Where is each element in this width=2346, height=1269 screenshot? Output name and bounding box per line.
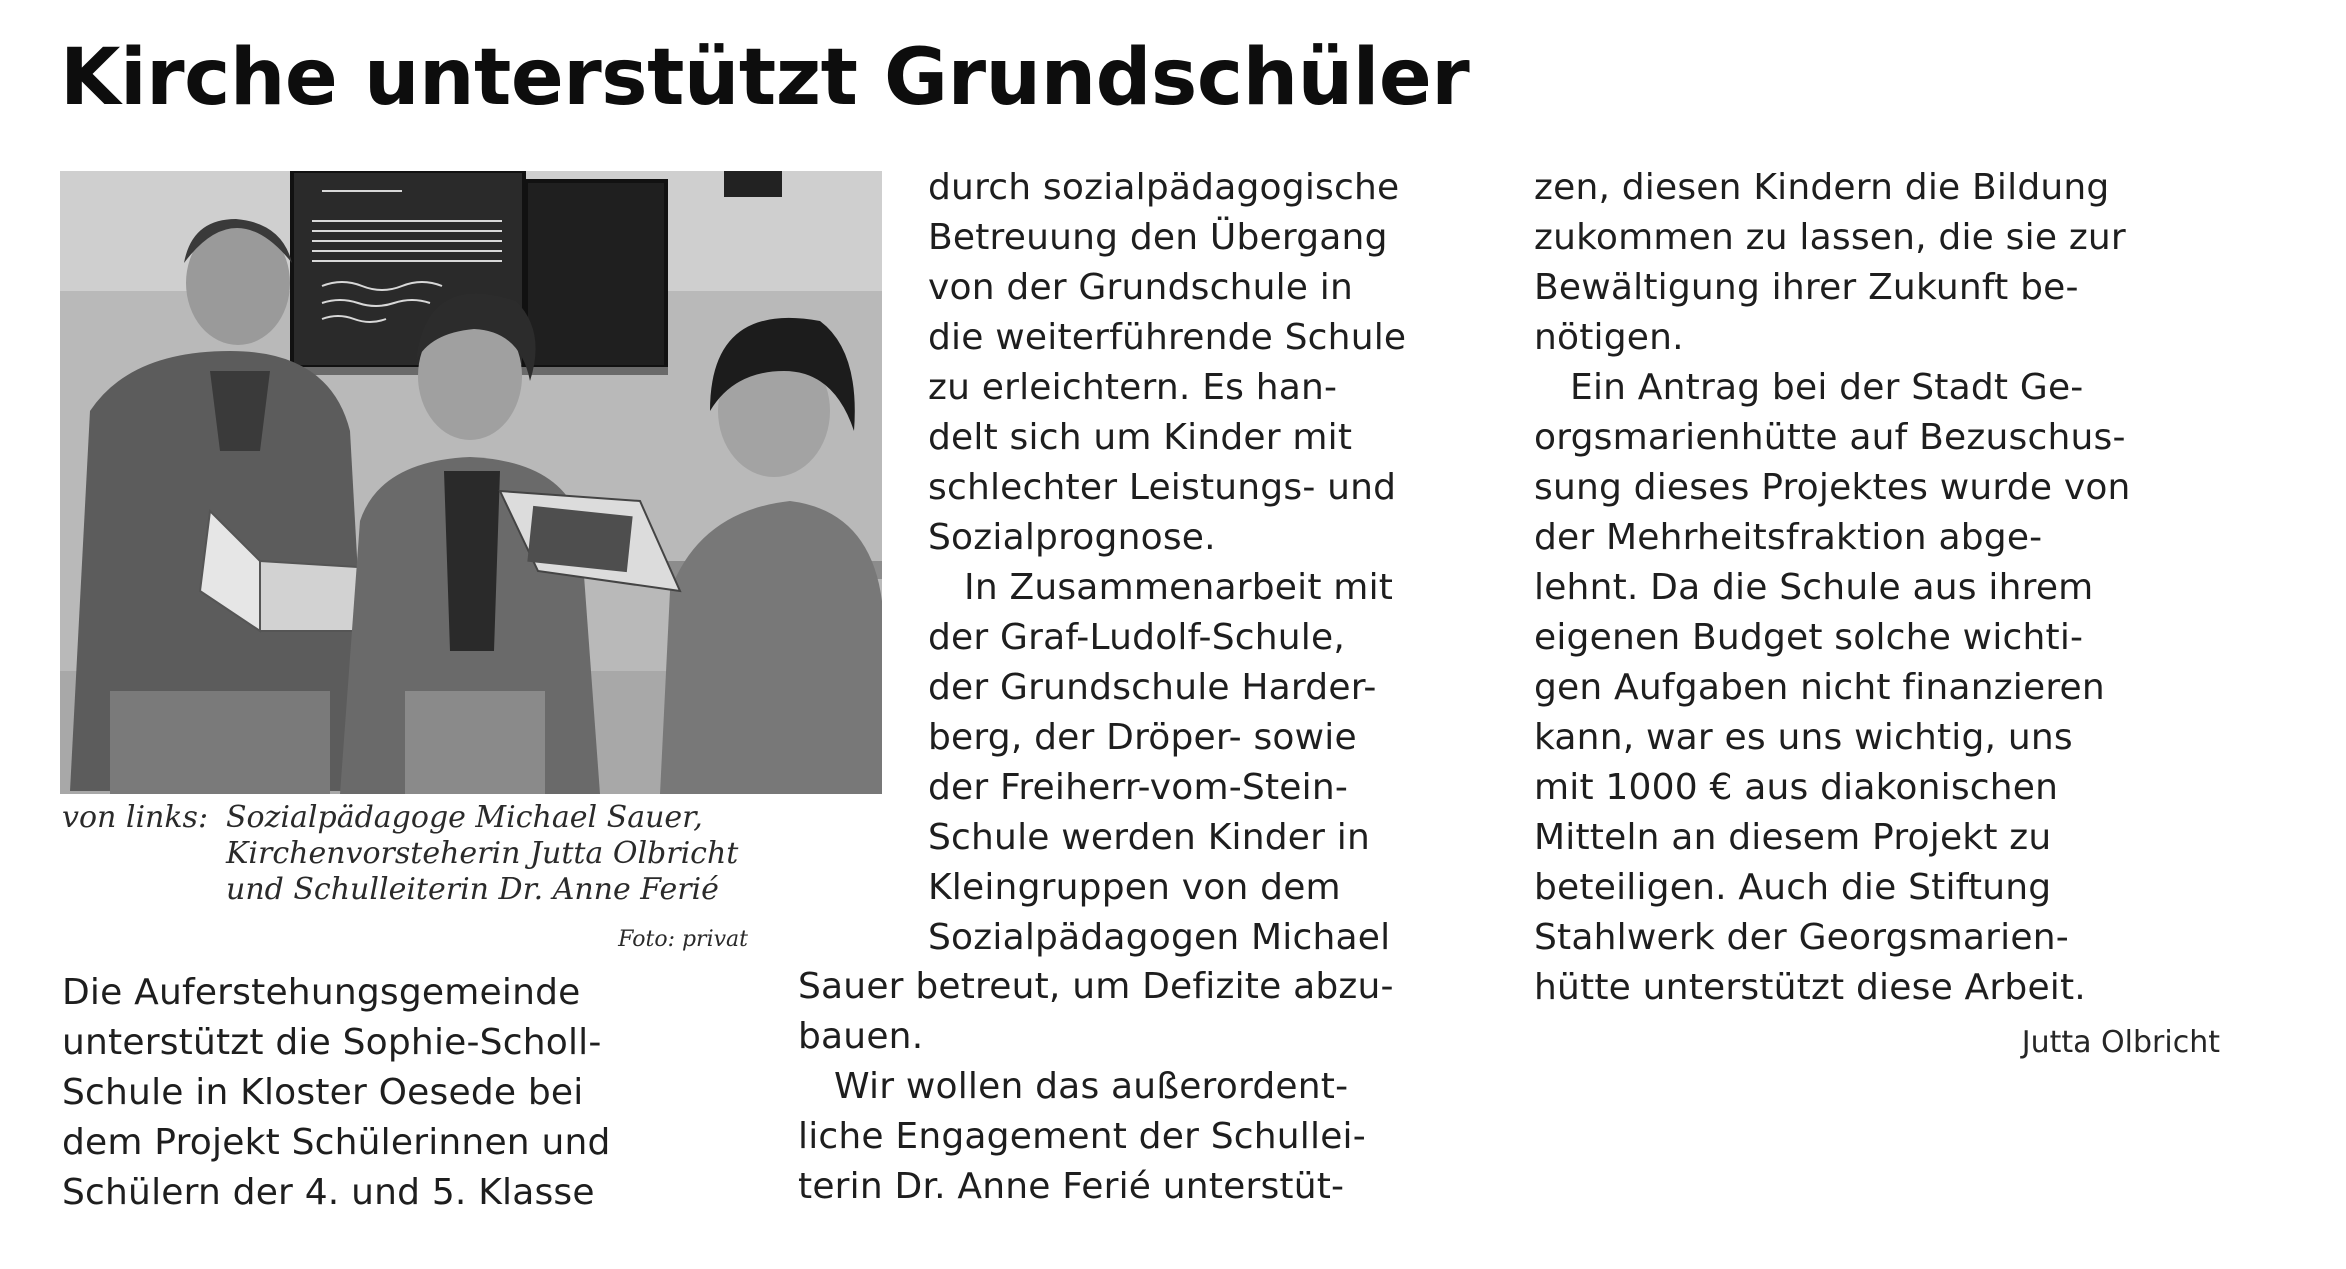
caption-line: und Schulleiterin Dr. Anne Ferié [226, 872, 719, 907]
article-column-2-continued [798, 962, 1488, 1212]
text-line: nötigen. [1534, 317, 1684, 358]
text-line: Betreuung den Übergang [928, 217, 1388, 258]
text-line: terin Dr. Anne Ferié unterstüt- [798, 1166, 1345, 1207]
text-line: delt sich um Kinder mit [928, 417, 1353, 458]
text-line: kann, war es uns wichtig, uns [1534, 717, 2073, 758]
text-line: zukommen zu lassen, die sie zur [1534, 217, 2126, 258]
photo-caption [62, 800, 752, 908]
caption-prefix: von links: [62, 800, 209, 835]
text-line: Schülern der 4. und 5. Klasse [62, 1172, 595, 1213]
photo-credit: Foto: privat [618, 927, 748, 952]
text-line: Sozialpädagogen Michael [928, 917, 1391, 958]
text-line: schlechter Leistungs- und [928, 467, 1397, 508]
caption-line: Kirchenvorsteherin Jutta Olbricht [226, 836, 739, 871]
text-line: dem Projekt Schülerinnen und [62, 1122, 611, 1163]
text-line: Wir wollen das außerordent- [834, 1066, 1349, 1107]
text-line: eigenen Budget solche wichti- [1534, 617, 2084, 658]
article-column-1 [62, 968, 762, 1218]
text-line: zen, diesen Kindern die Bildung [1534, 167, 2110, 208]
text-line: der Grundschule Harder- [928, 667, 1377, 708]
text-line: die weiterführende Schule [928, 317, 1407, 358]
text-line: zu erleichtern. Es han- [928, 367, 1338, 408]
text-line: berg, der Dröper- sowie [928, 717, 1357, 758]
text-line: der Graf-Ludolf-Schule, [928, 617, 1345, 658]
text-line: der Freiherr-vom-Stein- [928, 767, 1349, 808]
text-line: der Mehrheitsfraktion abge- [1534, 517, 2043, 558]
article-column-2 [928, 163, 1488, 963]
text-line: Schule in Kloster Oesede bei [62, 1072, 584, 1113]
text-line: unterstützt die Sophie-Scholl- [62, 1022, 602, 1063]
text-line: liche Engagement der Schullei- [798, 1116, 1366, 1157]
text-line: Mitteln an diesem Projekt zu [1534, 817, 2052, 858]
text-line: lehnt. Da die Schule aus ihrem [1534, 567, 2094, 608]
article-column-3 [1534, 163, 2234, 1013]
text-line: gen Aufgaben nicht finanzieren [1534, 667, 2105, 708]
text-line: beteiligen. Auch die Stiftung [1534, 867, 2052, 908]
text-line: Stahlwerk der Georgsmarien- [1534, 917, 2069, 958]
text-line: Die Auferstehungsgemeinde [62, 972, 581, 1013]
text-line: hütte unterstützt diese Arbeit. [1534, 967, 2086, 1008]
text-line: durch sozialpädagogische [928, 167, 1400, 208]
text-line: Schule werden Kinder in [928, 817, 1370, 858]
text-line: In Zusammenarbeit mit [964, 567, 1394, 608]
article-author: Jutta Olbricht [2021, 1025, 2220, 1060]
text-line: orgsmarienhütte auf Bezuschus- [1534, 417, 2126, 458]
text-line: bauen. [798, 1016, 924, 1057]
text-line: Kleingruppen von dem [928, 867, 1341, 908]
text-line: Ein Antrag bei der Stadt Ge- [1570, 367, 2084, 408]
text-line: von der Grundschule in [928, 267, 1354, 308]
text-line: Sauer betreut, um Defizite abzu- [798, 966, 1394, 1007]
text-line: mit 1000 € aus diakonischen [1534, 767, 2059, 808]
article-photo [60, 171, 882, 794]
text-line: Sozialprognose. [928, 517, 1216, 558]
text-line: Bewältigung ihrer Zukunft be- [1534, 267, 2079, 308]
caption-line: Sozialpädagoge Michael Sauer, [226, 800, 703, 835]
article-headline: Kirche unterstützt Grundschüler [60, 33, 1470, 123]
text-line: sung dieses Projektes wurde von [1534, 467, 2131, 508]
